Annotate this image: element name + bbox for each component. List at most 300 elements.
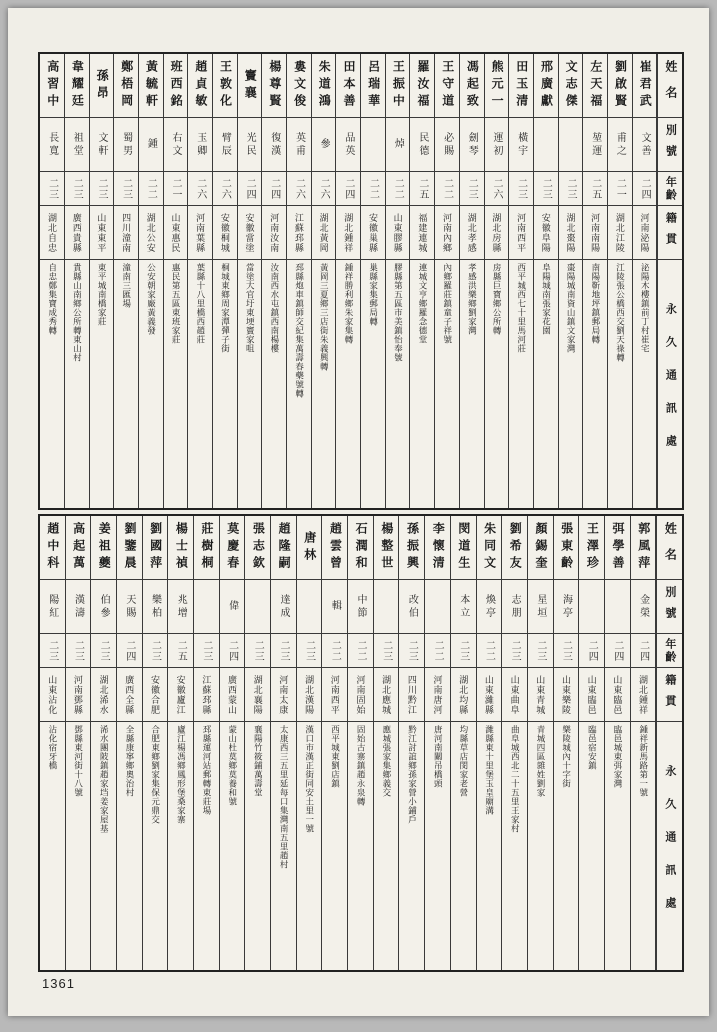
person-alias: 民德 — [410, 118, 434, 172]
person-alias: 運初 — [485, 118, 509, 172]
person-address: 房縣巨寶鄉公所轉 — [492, 263, 503, 335]
person-age: 二三 — [271, 634, 296, 668]
person-column — [91, 516, 117, 970]
person-column — [348, 516, 374, 970]
person-address: 鄧縣東河街十八號 — [73, 725, 84, 797]
person-alias: 天賜 — [117, 580, 142, 634]
person-column — [559, 54, 584, 508]
person-alias: 星垣 — [528, 580, 553, 634]
person-age: 二六 — [287, 172, 311, 206]
person-column — [477, 516, 503, 970]
person-native: 山東濰縣 — [477, 668, 502, 722]
person-age: 二三 — [374, 634, 399, 668]
person-alias: 甫之 — [608, 118, 632, 172]
person-native: 湖北鍾祥 — [631, 668, 656, 722]
person-name: 李懷清 — [425, 516, 450, 580]
person-address: 唐河南關吊橋頭 — [433, 725, 444, 788]
person-name: 朱同文 — [477, 516, 502, 580]
person-native: 山東膠縣 — [386, 206, 410, 260]
person-name: 姜祖夔 — [91, 516, 116, 580]
person-alias — [579, 580, 604, 634]
person-alias: 堃運 — [583, 118, 607, 172]
person-alias: 煥亭 — [477, 580, 502, 634]
person-native: 湖北應城 — [374, 668, 399, 722]
person-native: 湖北棗陽 — [559, 206, 583, 260]
person-address: 臨邑城東弭家灣 — [613, 725, 624, 788]
person-native: 安徽廬江 — [168, 668, 193, 722]
person-name: 張東齡 — [554, 516, 579, 580]
person-age: 二三 — [245, 634, 270, 668]
person-address: 浠水團陂鎮趙家垱姜家屋基 — [99, 725, 110, 833]
person-native: 廣西蒙山 — [220, 668, 245, 722]
person-native: 河南西平 — [322, 668, 347, 722]
person-name: 弭學善 — [605, 516, 630, 580]
person-native: 湖北鍾祥 — [336, 206, 360, 260]
person-native: 河南南陽 — [583, 206, 607, 260]
person-column — [66, 516, 92, 970]
person-native: 四川黔江 — [399, 668, 424, 722]
person-alias: 品英 — [336, 118, 360, 172]
column-header-alias: 別號 — [658, 118, 682, 172]
person-column — [164, 54, 189, 508]
person-alias: 偉 — [220, 580, 245, 634]
column-header-age: 年齡 — [658, 172, 682, 206]
person-native: 山東青城 — [528, 668, 553, 722]
person-alias: 陽紅 — [40, 580, 65, 634]
person-native: 河南內鄉 — [435, 206, 459, 260]
person-column — [410, 54, 435, 508]
person-column — [554, 516, 580, 970]
person-column — [605, 516, 631, 970]
person-name: 高起萬 — [66, 516, 91, 580]
person-alias: 志朋 — [502, 580, 527, 634]
person-age: 二四 — [633, 172, 657, 206]
person-column — [168, 516, 194, 970]
person-native: 河南固始 — [348, 668, 373, 722]
person-native: 湖北浠水 — [91, 668, 116, 722]
person-native: 山東惠民 — [164, 206, 188, 260]
person-name: 顏錫奎 — [528, 516, 553, 580]
person-alias — [194, 580, 219, 634]
person-age: 二三 — [114, 172, 138, 206]
person-address: 江陵張公橋西交劉天祿轉 — [615, 263, 626, 362]
person-age: 二三 — [528, 634, 553, 668]
person-age: 二三 — [534, 172, 558, 206]
person-native: 四川潼南 — [114, 206, 138, 260]
person-alias: 改伯 — [399, 580, 424, 634]
column-header-native: 籍貫 — [657, 668, 682, 722]
person-alias: 臂辰 — [213, 118, 237, 172]
person-alias: 劍琴 — [460, 118, 484, 172]
person-column — [117, 516, 143, 970]
person-address: 貴縣山南鄉公所轉東山村 — [72, 263, 83, 362]
person-address: 西平城東劉店鎮 — [330, 725, 341, 788]
person-column — [139, 54, 164, 508]
person-name: 黃毓軒 — [139, 54, 163, 118]
person-column — [631, 516, 657, 970]
person-column — [297, 516, 323, 970]
person-name: 楊尊賢 — [262, 54, 286, 118]
person-column — [194, 516, 220, 970]
table-header-column — [657, 54, 682, 508]
person-address: 鍾祥新馬路第一號 — [638, 725, 649, 797]
person-address: 西平城西七十里馬河莊 — [516, 263, 527, 353]
person-name: 趙隆嗣 — [271, 516, 296, 580]
person-alias: 本立 — [451, 580, 476, 634]
person-age: 二三 — [66, 634, 91, 668]
person-address: 黃岡三夏鄉三店街朱義興轉 — [319, 263, 330, 371]
column-header-name: 姓名 — [657, 516, 682, 580]
person-name: 鄭梧岡 — [114, 54, 138, 118]
person-alias: 輯 — [322, 580, 347, 634]
person-name: 邢廣獻 — [534, 54, 558, 118]
person-column — [374, 516, 400, 970]
person-age: 二三 — [194, 634, 219, 668]
person-column — [245, 516, 271, 970]
person-address: 葉縣十八里橋西趙莊 — [195, 263, 206, 344]
person-alias: 金榮 — [631, 580, 656, 634]
person-native: 湖北孝感 — [460, 206, 484, 260]
person-address: 桐城東鄉周家潭彈子街 — [220, 263, 231, 353]
person-alias: 焯 — [386, 118, 410, 172]
person-age: 二五 — [168, 634, 193, 668]
person-native: 福建連城 — [410, 206, 434, 260]
person-column — [143, 516, 169, 970]
column-header-address: 永久通訊處 — [664, 303, 677, 468]
person-age: 二二 — [361, 172, 385, 206]
person-alias: 文善 — [633, 118, 657, 172]
person-alias: 祖堂 — [65, 118, 89, 172]
person-address: 孝感洪樂鄉劉家灣 — [467, 263, 478, 335]
person-native: 山東臨邑 — [605, 668, 630, 722]
person-age: 二三 — [399, 634, 424, 668]
person-address: 黔江討誼鄉孫家營小鋪戶 — [407, 725, 418, 824]
person-native: 江蘇邳縣 — [287, 206, 311, 260]
person-address: 內鄉羅莊鎮童子祥號 — [442, 263, 453, 344]
person-column — [399, 516, 425, 970]
person-age: 二三 — [143, 634, 168, 668]
person-age: 二三 — [91, 634, 116, 668]
person-column — [608, 54, 633, 508]
person-address: 汝南西水屯鎮西南楊樓 — [269, 263, 280, 353]
person-native: 安徽桐城 — [213, 206, 237, 260]
person-address: 棗陽城南資山鎮文家灣 — [566, 263, 577, 353]
person-age: 二六 — [188, 172, 212, 206]
person-alias: 伯參 — [91, 580, 116, 634]
person-age: 二二 — [139, 172, 163, 206]
person-age: 二四 — [579, 634, 604, 668]
person-native: 河南鄧縣 — [66, 668, 91, 722]
person-age: 二三 — [554, 634, 579, 668]
person-native: 湖北公安 — [139, 206, 163, 260]
person-column — [188, 54, 213, 508]
person-column — [451, 516, 477, 970]
column-header-age: 年齡 — [657, 634, 682, 668]
person-alias: 復漢 — [262, 118, 286, 172]
person-column — [579, 516, 605, 970]
person-column — [65, 54, 90, 508]
person-column — [262, 54, 287, 508]
person-alias: 光民 — [238, 118, 262, 172]
person-column — [485, 54, 510, 508]
person-name: 劉希友 — [502, 516, 527, 580]
person-name: 左天福 — [583, 54, 607, 118]
person-address: 惠民第五區東班家莊 — [171, 263, 182, 344]
person-age: 二三 — [502, 634, 527, 668]
person-address: 廬江楊馮鄉鳳形堡桑家寨 — [176, 725, 187, 824]
person-name: 羅汝福 — [410, 54, 434, 118]
person-address: 東平城南橋家莊 — [97, 263, 108, 326]
registry-table-top — [38, 52, 684, 510]
person-age: 二四 — [605, 634, 630, 668]
person-column — [322, 516, 348, 970]
person-age: 二三 — [40, 172, 64, 206]
person-address: 青城四區雜姓劉家 — [535, 725, 546, 797]
person-native: 廣西全縣 — [117, 668, 142, 722]
person-alias: 兆增 — [168, 580, 193, 634]
person-column — [460, 54, 485, 508]
person-alias: 必賜 — [435, 118, 459, 172]
person-column — [238, 54, 263, 508]
person-native: 山東樂陵 — [554, 668, 579, 722]
person-alias — [297, 580, 322, 634]
person-alias: 長寬 — [40, 118, 64, 172]
person-address: 自忠鄭集寶成秀轉 — [47, 263, 58, 335]
person-alias: 鍾 — [139, 118, 163, 172]
person-address: 蒙山杜莫鄉莫養和號 — [227, 725, 238, 806]
person-age: 二三 — [90, 172, 114, 206]
person-column — [528, 516, 554, 970]
person-age: 二二 — [477, 634, 502, 668]
person-address: 襄陽竹筱鋪萬壽堂 — [253, 725, 264, 797]
person-column — [40, 516, 66, 970]
person-age: 二二 — [435, 172, 459, 206]
person-column — [509, 54, 534, 508]
person-name: 田本善 — [336, 54, 360, 118]
person-age: 二二 — [386, 172, 410, 206]
person-alias: 橫宇 — [509, 118, 533, 172]
person-native: 河南汝南 — [262, 206, 286, 260]
person-column — [213, 54, 238, 508]
table-header-column — [656, 516, 682, 970]
person-column — [90, 54, 115, 508]
person-name: 孫振興 — [399, 516, 424, 580]
person-name: 婁文俊 — [287, 54, 311, 118]
person-address: 邳縣炮車鎮師交紀集萬壽春藥號轉 — [294, 263, 305, 398]
person-native: 河南太康 — [271, 668, 296, 722]
person-age: 二三 — [509, 172, 533, 206]
person-name: 楊士禎 — [168, 516, 193, 580]
person-address: 膠縣第五區市美鎮怡奉號 — [393, 263, 404, 362]
person-alias: 文軒 — [90, 118, 114, 172]
person-name: 高習中 — [40, 54, 64, 118]
person-age: 二三 — [559, 172, 583, 206]
person-age: 二三 — [40, 634, 65, 668]
person-name: 楊整世 — [374, 516, 399, 580]
person-address: 固始古寨鎮趙永泉轉 — [356, 725, 367, 806]
person-age: 二四 — [117, 634, 142, 668]
person-alias: 右文 — [164, 118, 188, 172]
person-age: 二六 — [485, 172, 509, 206]
person-native: 湖北襄陽 — [245, 668, 270, 722]
person-name: 崔君武 — [633, 54, 657, 118]
person-column — [386, 54, 411, 508]
person-column — [583, 54, 608, 508]
person-age: 二五 — [410, 172, 434, 206]
person-name: 張志欽 — [245, 516, 270, 580]
person-name: 孫昂 — [90, 54, 114, 118]
person-column — [502, 516, 528, 970]
person-native: 湖北黃岡 — [312, 206, 336, 260]
person-name: 唐林 — [297, 516, 322, 580]
person-name: 趙雲曾 — [322, 516, 347, 580]
person-age: 二四 — [220, 634, 245, 668]
person-name: 莫慶春 — [220, 516, 245, 580]
person-native: 河南唐河 — [425, 668, 450, 722]
person-alias — [559, 118, 583, 172]
person-native: 山東臨邑 — [579, 668, 604, 722]
person-alias: 達成 — [271, 580, 296, 634]
person-address: 全縣康寧鄉奧治村 — [124, 725, 135, 797]
person-address: 漢口市漢正街同安土里一號 — [304, 725, 315, 833]
person-name: 田玉清 — [509, 54, 533, 118]
person-native: 安徽阜陽 — [534, 206, 558, 260]
person-native: 河南西平 — [509, 206, 533, 260]
person-age: 二二 — [348, 634, 373, 668]
person-column — [361, 54, 386, 508]
person-native: 河南葉縣 — [188, 206, 212, 260]
person-name: 石潤和 — [348, 516, 373, 580]
person-alias: 海亭 — [554, 580, 579, 634]
person-address: 濰縣東十里堡玉皇廟溝 — [484, 725, 495, 815]
person-column — [287, 54, 312, 508]
person-alias: 英甫 — [287, 118, 311, 172]
person-age: 二六 — [312, 172, 336, 206]
person-name: 朱道鴻 — [312, 54, 336, 118]
column-header-native: 籍貫 — [658, 206, 682, 260]
page-number: 1361 — [42, 976, 75, 991]
person-address: 合肥東鄉劉家集保元鼎交 — [150, 725, 161, 824]
person-age: 二五 — [583, 172, 607, 206]
person-alias: 蜀男 — [114, 118, 138, 172]
person-name: 劉國萍 — [143, 516, 168, 580]
person-age: 二三 — [65, 172, 89, 206]
person-name: 文志傑 — [559, 54, 583, 118]
person-name: 王振中 — [386, 54, 410, 118]
person-native: 安徽當塗 — [238, 206, 262, 260]
person-native: 河南泌陽 — [633, 206, 657, 260]
person-age: 二四 — [262, 172, 286, 206]
person-name: 劉啟賢 — [608, 54, 632, 118]
person-address: 潼南三匯場 — [121, 263, 132, 308]
person-age: 二二 — [322, 634, 347, 668]
person-age: 二三 — [460, 172, 484, 206]
person-native: 湖北房縣 — [485, 206, 509, 260]
person-alias: 中節 — [348, 580, 373, 634]
person-alias: 參 — [312, 118, 336, 172]
person-age: 二六 — [213, 172, 237, 206]
person-native: 江蘇邳縣 — [194, 668, 219, 722]
person-age: 二一 — [164, 172, 188, 206]
person-address: 太康西三五里延每口集灣南五里趙村 — [279, 725, 290, 869]
person-name: 王守道 — [435, 54, 459, 118]
person-alias: 樂柏 — [143, 580, 168, 634]
person-native: 安徽巢縣 — [361, 206, 385, 260]
person-column — [271, 516, 297, 970]
person-alias: 玉卿 — [188, 118, 212, 172]
person-alias — [245, 580, 270, 634]
person-alias — [361, 118, 385, 172]
person-age: 二四 — [238, 172, 262, 206]
person-native: 湖北均縣 — [451, 668, 476, 722]
person-address: 應城張家集鄉義交 — [381, 725, 392, 797]
person-age: 二四 — [336, 172, 360, 206]
person-address: 連城文亨鄉羅念德堂 — [418, 263, 429, 344]
person-name: 竇襄 — [238, 54, 262, 118]
person-name: 莊樹桐 — [194, 516, 219, 580]
person-native: 山東東平 — [90, 206, 114, 260]
person-native: 湖北江陵 — [608, 206, 632, 260]
person-name: 趙貞敏 — [188, 54, 212, 118]
person-age: 二四 — [631, 634, 656, 668]
column-header-name: 姓名 — [658, 54, 682, 118]
person-column — [534, 54, 559, 508]
person-column — [220, 516, 246, 970]
person-address: 南陽靳地坪鎮郵局轉 — [590, 263, 601, 344]
person-name: 熊元一 — [485, 54, 509, 118]
column-header-address: 永久通訊處 — [663, 765, 676, 930]
person-address: 曲阜城西北二十五里王家村 — [510, 725, 521, 833]
person-name: 王澤珍 — [579, 516, 604, 580]
person-column — [336, 54, 361, 508]
person-name: 王敦化 — [213, 54, 237, 118]
person-column — [40, 54, 65, 508]
person-address: 樂陵城內十字街 — [561, 725, 572, 788]
document-page — [8, 8, 709, 1016]
person-column — [312, 54, 337, 508]
person-address: 邳縣運河站郵轉東莊場 — [202, 725, 213, 815]
person-age: 二二 — [425, 634, 450, 668]
person-address: 鍾祥勝利鄉朱家集轉 — [343, 263, 354, 344]
person-address: 巢縣家集郵局轉 — [368, 263, 379, 326]
person-address: 沾化宿牙橋 — [47, 725, 58, 770]
person-column — [633, 54, 658, 508]
person-address: 當塗大官圩東埂竇家咀 — [245, 263, 256, 353]
person-address: 臨邑宿安鎮 — [587, 725, 598, 770]
person-name: 韋耀廷 — [65, 54, 89, 118]
person-age: 二三 — [451, 634, 476, 668]
person-name: 馮起致 — [460, 54, 484, 118]
person-column — [425, 516, 451, 970]
person-name: 閔道生 — [451, 516, 476, 580]
person-name: 班西銘 — [164, 54, 188, 118]
person-address: 均縣草店閔家老營 — [458, 725, 469, 797]
person-native: 山東曲阜 — [502, 668, 527, 722]
person-address: 公安朝家廠黃義發 — [146, 263, 157, 335]
person-name: 呂瑞華 — [361, 54, 385, 118]
person-native: 安徽合肥 — [143, 668, 168, 722]
person-address: 泌陽木樓鎮前丁村崔宅 — [640, 263, 651, 353]
person-alias — [374, 580, 399, 634]
person-native: 山東沾化 — [40, 668, 65, 722]
person-alias — [425, 580, 450, 634]
person-address: 阜陽城南張家花園 — [541, 263, 552, 335]
person-name: 劉鑒晨 — [117, 516, 142, 580]
person-name: 趙中科 — [40, 516, 65, 580]
person-native: 廣西貴縣 — [65, 206, 89, 260]
person-column — [114, 54, 139, 508]
person-alias — [534, 118, 558, 172]
